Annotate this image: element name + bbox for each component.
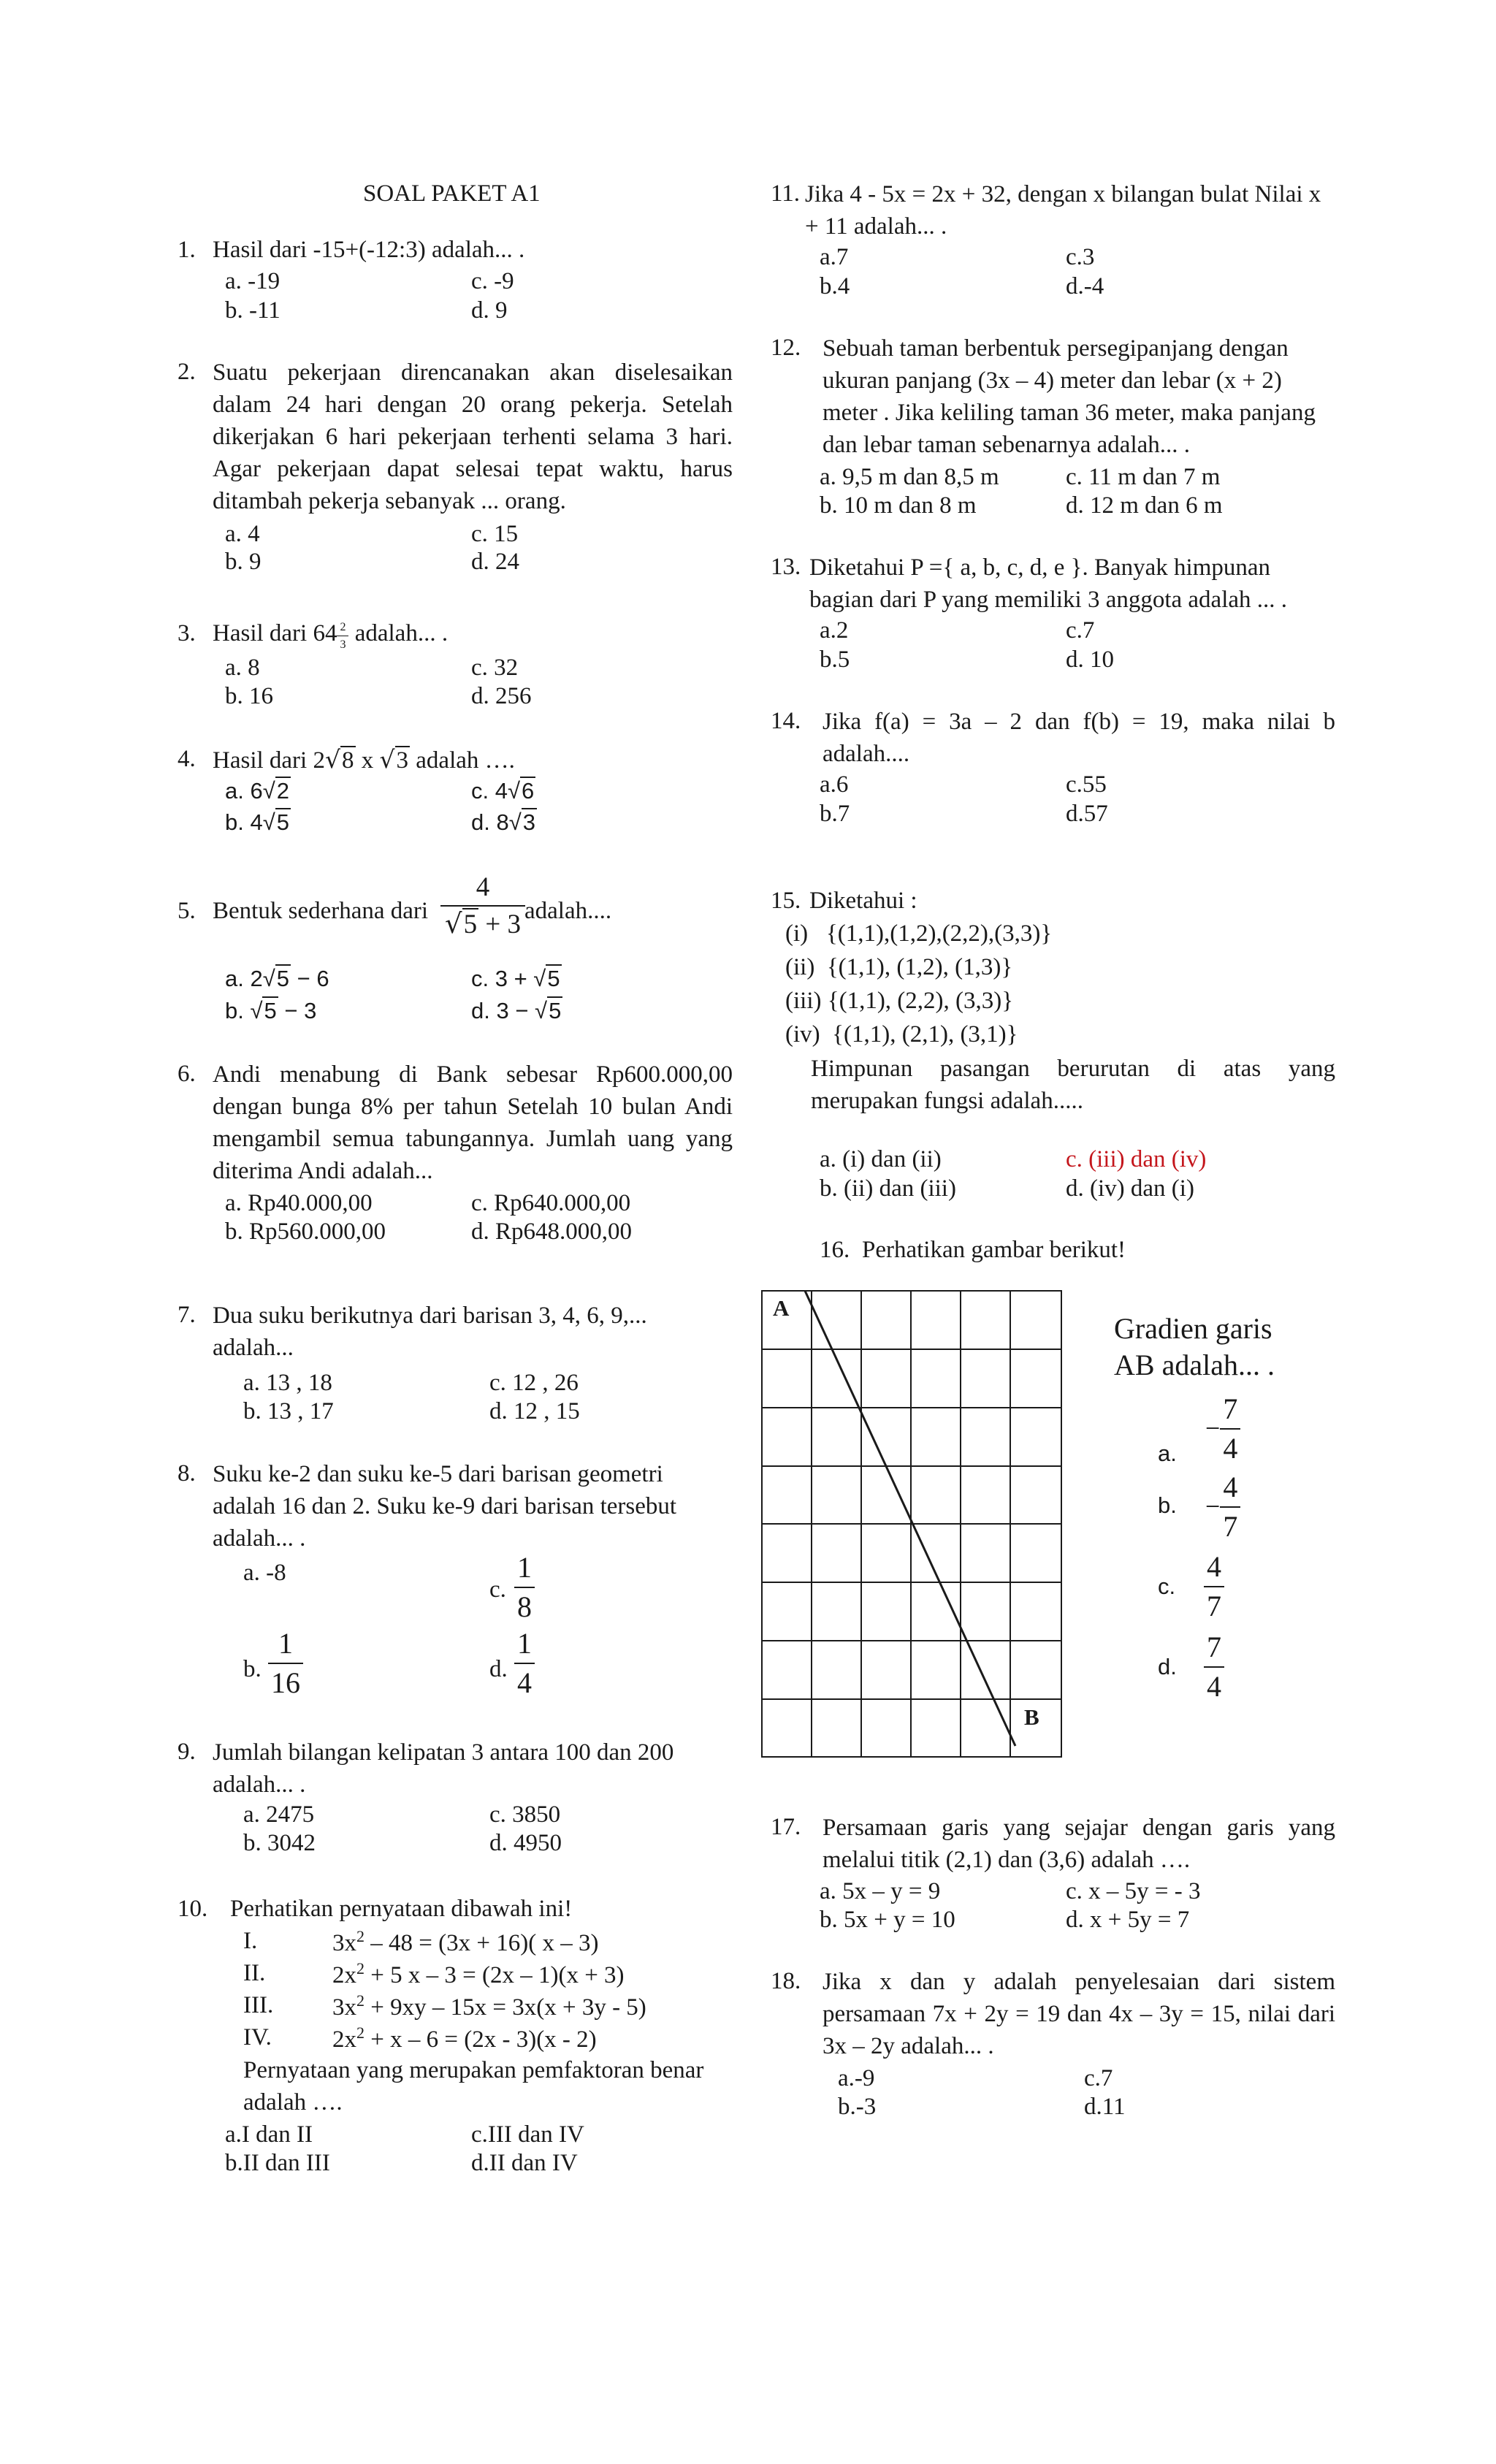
q15-set-i: (i) {(1,1),(1,2),(2,2),(3,3)} [785,920,1053,947]
q13-option-b: b.5 [820,646,850,673]
q1-text: Hasil dari -15+(-12:3) adalah... . [213,237,525,263]
q5-c-radicand: 5 [547,966,560,991]
q16-intro: Perhatikan gambar berikut! [862,1237,1126,1263]
q8-option-d-label: d. [489,1656,508,1682]
q5-a-radicand: 5 [276,966,289,991]
q13-option-c: c.7 [1066,617,1095,644]
q16-option-b-label: b. [1158,1492,1177,1518]
q14-option-a: a.6 [820,771,849,798]
q16-question-line1: Gradien garis [1114,1312,1272,1345]
q10-s1-sup: 2 [356,1927,365,1945]
q6-option-c: c. Rp640.000,00 [471,1190,631,1216]
q13-option-d: d. 10 [1066,646,1114,673]
q8-option-b-label: b. [243,1656,262,1682]
sqrt-icon: √ [445,908,462,940]
q8-c-num: 1 [517,1551,532,1584]
q10-option-a: a.I dan II [225,2121,313,2148]
q8-c-den: 8 [514,1587,535,1625]
q1-option-b: b. -11 [225,297,280,324]
q4-a-radicand: 2 [276,778,289,804]
q10-s4-sup: 2 [356,2024,365,2042]
q14-text: Jika f(a) = 3a – 2 dan f(b) = 19, maka nilai b adalah.... [823,709,1335,767]
q3-option-c: c. 32 [471,655,519,681]
q13-number: 13. [771,554,801,580]
q4-d-pre: d. 8 [471,809,509,835]
q5-frac-den [440,905,525,941]
q18-option-d: d.11 [1084,2094,1126,2120]
q10-option-d: d.II dan IV [471,2150,578,2176]
q1-option-c: c. -9 [471,268,514,294]
q6-option-d: d. Rp648.000,00 [471,1218,633,1245]
q15-option-b: b. (ii) dan (iii) [820,1175,956,1202]
q2-option-c: c. 15 [471,521,519,547]
q8-number: 8. [178,1460,196,1487]
q8-option-c-frac [514,1550,535,1625]
q15-set-iv: (iv) {(1,1), (2,1), (3,1)} [785,1021,1018,1048]
q16-option-d-label: d. [1158,1654,1177,1679]
q16-d-den: 4 [1204,1666,1224,1704]
q9-text: Jumlah bilangan kelipatan 3 antara 100 dan 200 adalah... . [213,1739,674,1798]
q7-option-b: b. 13 , 17 [243,1398,334,1424]
sqrt-icon: √ [262,966,275,991]
q3-number: 3. [178,620,196,646]
q10-s3 [332,1990,646,2024]
q5-a-post: − 6 [290,966,329,991]
q17-option-a: a. 5x – y = 9 [820,1878,941,1904]
q1-option-a: a. -19 [225,268,280,294]
q12-option-c: c. 11 m dan 7 m [1066,464,1221,490]
q5-option-d [471,996,562,1026]
q4-c-radicand: 6 [521,778,535,804]
q14-option-d: d.57 [1066,801,1108,827]
sqrt-icon: √ [507,778,520,804]
q2-text: Suatu pekerjaan direncanakan akan diselesaikan dalam 24 hari dengan 20 orang pekerja. Setelah dikerjakan 6 hari pekerjaan terhenti selama 3 hari. Agar pekerjaan dapat selesai tepat waktu, harus ditambah pekerja sebanyak ... orang. [213,359,733,514]
q16-number: 16. [820,1237,850,1263]
q4-post: adalah …. [410,747,515,774]
q16-option-d-frac [1204,1630,1224,1704]
q10-s3-sup: 2 [356,1991,365,2010]
q7-option-a: a. 13 , 18 [243,1370,332,1396]
q6-number: 6. [178,1061,196,1087]
q11-option-d: d.-4 [1066,273,1104,300]
q17-option-b: b. 5x + y = 10 [820,1907,955,1933]
q16-b-num: 4 [1223,1471,1238,1503]
q10-s1-label: I. [243,1928,258,1954]
q13-option-a: a.2 [820,617,849,644]
q16-option-a-label: a. [1158,1441,1177,1466]
q10-s1-a: 3x [332,1930,356,1956]
q18-option-a: a.-9 [838,2065,875,2091]
q10-s3-b: + 9xy – 15x = 3x(x + 3y - 5) [365,1994,646,2021]
sqrt-icon: √ [262,809,275,835]
q10-s3-label: III. [243,1992,274,2018]
q9-number: 9. [178,1739,196,1765]
q10-s2-label: II. [243,1960,266,1986]
q8-b-num: 1 [278,1627,293,1660]
q5-a-pre: a. 2 [225,966,263,991]
q8-b-den: 16 [268,1663,303,1701]
sqrt-icon: √ [250,998,263,1023]
q10-s4-label: IV. [243,2024,272,2051]
q16-grid-figure [760,1288,1066,1763]
q4-b-pre: b. 4 [225,809,263,835]
q5-number: 5. [178,898,196,924]
q4-mid: x [355,747,380,774]
q5-option-c [471,964,562,994]
q2-option-b: b. 9 [225,549,262,575]
page-title: SOAL PAKET A1 [363,180,541,207]
q5-text-pre: Bentuk sederhana dari [213,898,429,924]
q4-a-pre: a. 6 [225,778,263,804]
sqrt-icon: √ [535,998,548,1023]
q4-pre: Hasil dari 2 [213,747,325,774]
q4-option-a [225,777,291,806]
q15-number: 15. [771,888,801,914]
q7-text: Dua suku berikutnya dari barisan 3, 4, 6, 9,... adalah... [213,1302,647,1361]
q5-frac-num: 4 [476,872,490,902]
sqrt-icon: √ [508,809,522,835]
q7-number: 7. [178,1302,196,1328]
q3-option-d: d. 256 [471,683,532,709]
q5-fraction [440,871,525,942]
q10-s4-b: + x – 6 = (2x - 3)(x - 2) [365,2026,597,2053]
q15-set-ii: (ii) {(1,1), (1,2), (1,3)} [785,954,1013,980]
q18-option-c: c.7 [1084,2065,1113,2091]
q17-text: Persamaan garis yang sejajar dengan garis yang melalui titik (2,1) dan (3,6) adalah …. [823,1815,1335,1873]
q4-b-radicand: 5 [276,809,289,835]
q16-point-b: B [1024,1704,1039,1730]
q16-a-den: 4 [1220,1428,1240,1466]
q18-text: Jika x dan y adalah penyelesaian dari sistem persamaan 7x + 2y = 19 dan 4x – 3y = 15, nilai dari 3x – 2y adalah... . [823,1969,1335,2059]
sqrt-icon: √ [533,966,546,991]
q16-grid-svg [760,1288,1066,1763]
q10-s3-a: 3x [332,1994,356,2021]
q10-number: 10. [178,1896,208,1922]
q1-number: 1. [178,237,196,263]
q15-set-iii: (iii) {(1,1), (2,2), (3,3)} [785,988,1014,1014]
q5-frac-radicand: 5 [463,909,478,940]
q6-option-a: a. Rp40.000,00 [225,1190,373,1216]
q8-option-b-frac [268,1626,303,1701]
q14-option-c: c.55 [1066,771,1107,798]
q10-s1-b: – 48 = (3x + 16)( x – 3) [365,1930,599,1956]
q10-option-b: b.II dan III [225,2150,330,2176]
q16-option-c-frac [1204,1549,1224,1624]
q8-option-c-label: c. [489,1576,506,1603]
q4-number: 4. [178,746,196,772]
q17-option-c: c. x – 5y = - 3 [1066,1878,1201,1904]
q14-option-b: b.7 [820,801,850,827]
q13-text: Diketahui P ={ a, b, c, d, e }. Banyak himpunan bagian dari P yang memiliki 3 anggota adalah ... . [809,554,1288,613]
q10-s2-a: 2x [332,1962,356,1988]
q11-text: Jika 4 - 5x = 2x + 32, dengan x bilangan bulat Nilai x + 11 adalah... . [805,181,1321,240]
q10-s4 [332,2022,597,2056]
q5-c-pre: c. 3 + [471,966,534,991]
q15-option-a: a. (i) dan (ii) [820,1146,942,1172]
q3-exponent [337,620,348,652]
q12-option-b: b. 10 m dan 8 m [820,492,977,519]
q2-option-a: a. 4 [225,521,260,547]
q16-option-a-frac [1205,1392,1240,1466]
q11-option-a: a.7 [820,244,849,270]
q3-option-b: b. 16 [225,683,273,709]
q16-option-b-frac [1205,1470,1240,1544]
q14-number: 14. [771,708,801,734]
q15-option-d: d. (iv) dan (i) [1066,1175,1194,1202]
q3-exp-num: 2 [340,621,346,633]
q12-number: 12. [771,335,801,361]
q7-option-d: d. 12 , 15 [489,1398,580,1424]
q4-option-c [471,777,535,806]
q16-point-a: A [773,1295,790,1321]
q11-option-c: c.3 [1066,244,1095,270]
q9-option-b: b. 3042 [243,1830,316,1856]
q9-option-c: c. 3850 [489,1801,561,1828]
q10-s2-sup: 2 [356,1959,365,1977]
q4-option-d [471,808,537,838]
q12-text: Sebuah taman berbentuk persegipanjang dengan ukuran panjang (3x – 4) meter dan lebar (x + 2) meter . Jika keliling taman 36 meter, maka panjang dan lebar taman sebenarnya adalah... . [823,335,1316,458]
q12-option-a: a. 9,5 m dan 8,5 m [820,464,999,490]
q4-radicand-2: 3 [396,747,409,774]
q17-number: 17. [771,1814,801,1840]
q10-s2 [332,1958,625,1992]
q6-option-b: b. Rp560.000,00 [225,1218,386,1245]
q5-b-post: − 3 [278,998,317,1023]
q5-d-pre: d. 3 − [471,998,535,1023]
q4-text [213,744,515,777]
q16-a-num: 7 [1223,1392,1238,1425]
sqrt-icon: √ [262,778,275,804]
q8-d-num: 1 [517,1627,532,1660]
q5-b-radicand: 5 [264,998,277,1023]
q5-text-post: adalah.... [524,898,612,924]
q15-intro: Diketahui : [809,888,917,914]
q10-s4-a: 2x [332,2026,356,2053]
q4-radicand-1: 8 [342,747,354,774]
q5-option-b [225,996,316,1026]
q7-option-c: c. 12 , 26 [489,1370,579,1396]
q16-b-den: 7 [1220,1506,1240,1544]
q16-question-line2: AB adalah... . [1114,1349,1275,1381]
q10-option-c: c.III dan IV [471,2121,584,2148]
q5-d-radicand: 5 [549,998,562,1023]
q16-option-c-label: c. [1158,1574,1176,1599]
q5-frac-den-post: + 3 [478,909,521,940]
q16-c-num: 4 [1207,1550,1221,1583]
q8-d-den: 4 [514,1663,535,1701]
q16-c-den: 7 [1204,1586,1224,1624]
sqrt-icon: √ [379,745,395,774]
q10-s2-b: + 5 x – 3 = (2x – 1)(x + 3) [365,1962,625,1988]
q8-option-d-frac [514,1626,535,1701]
q18-option-b: b.-3 [838,2094,877,2120]
q2-number: 2. [178,359,196,385]
q12-option-d: d. 12 m dan 6 m [1066,492,1223,519]
q11-number: 11. [771,180,801,207]
q3-exp-den: 3 [337,636,348,652]
q4-option-b [225,808,291,838]
q16-a-sign: − [1205,1414,1221,1443]
q6-text: Andi menabung di Bank sebesar Rp600.000,00 dengan bunga 8% per tahun Setelah 10 bulan Andi mengambil semua tabungannya. Jumlah uang yang diterima Andi adalah... [213,1061,733,1184]
q15-statement: Himpunan pasangan berurutan di atas yang merupakan fungsi adalah..... [811,1056,1335,1114]
q18-number: 18. [771,1968,801,1994]
q4-c-pre: c. 4 [471,778,508,804]
q10-statement: Pernyataan yang merupakan pemfaktoran benar adalah …. [243,2057,704,2116]
sqrt-icon: √ [324,745,340,774]
q5-b-pre: b. [225,998,251,1023]
q16-d-num: 7 [1207,1630,1221,1663]
q3-option-a: a. 8 [225,655,260,681]
q3-text-pre: Hasil dari 64 [213,620,337,646]
q17-option-d: d. x + 5y = 7 [1066,1907,1190,1933]
q3-text [213,618,448,652]
q3-text-post: adalah... . [348,620,449,646]
q16-b-sign: − [1205,1492,1221,1522]
q15-option-c: c. (iii) dan (iv) [1066,1146,1207,1172]
q10-s1 [332,1926,598,1960]
q8-text: Suku ke-2 dan suku ke-5 dari barisan geometri adalah 16 dan 2. Suku ke-9 dari barisan tersebut adalah... . [213,1461,677,1552]
q1-option-d: d. 9 [471,297,508,324]
q5-option-a [225,964,329,994]
q8-option-a: a. -8 [243,1560,286,1586]
q10-intro: Perhatikan pernyataan dibawah ini! [230,1896,573,1922]
q4-d-radicand: 3 [522,809,535,835]
q9-option-a: a. 2475 [243,1801,315,1828]
q9-option-d: d. 4950 [489,1830,562,1856]
q2-option-d: d. 24 [471,549,519,575]
q11-option-b: b.4 [820,273,850,300]
